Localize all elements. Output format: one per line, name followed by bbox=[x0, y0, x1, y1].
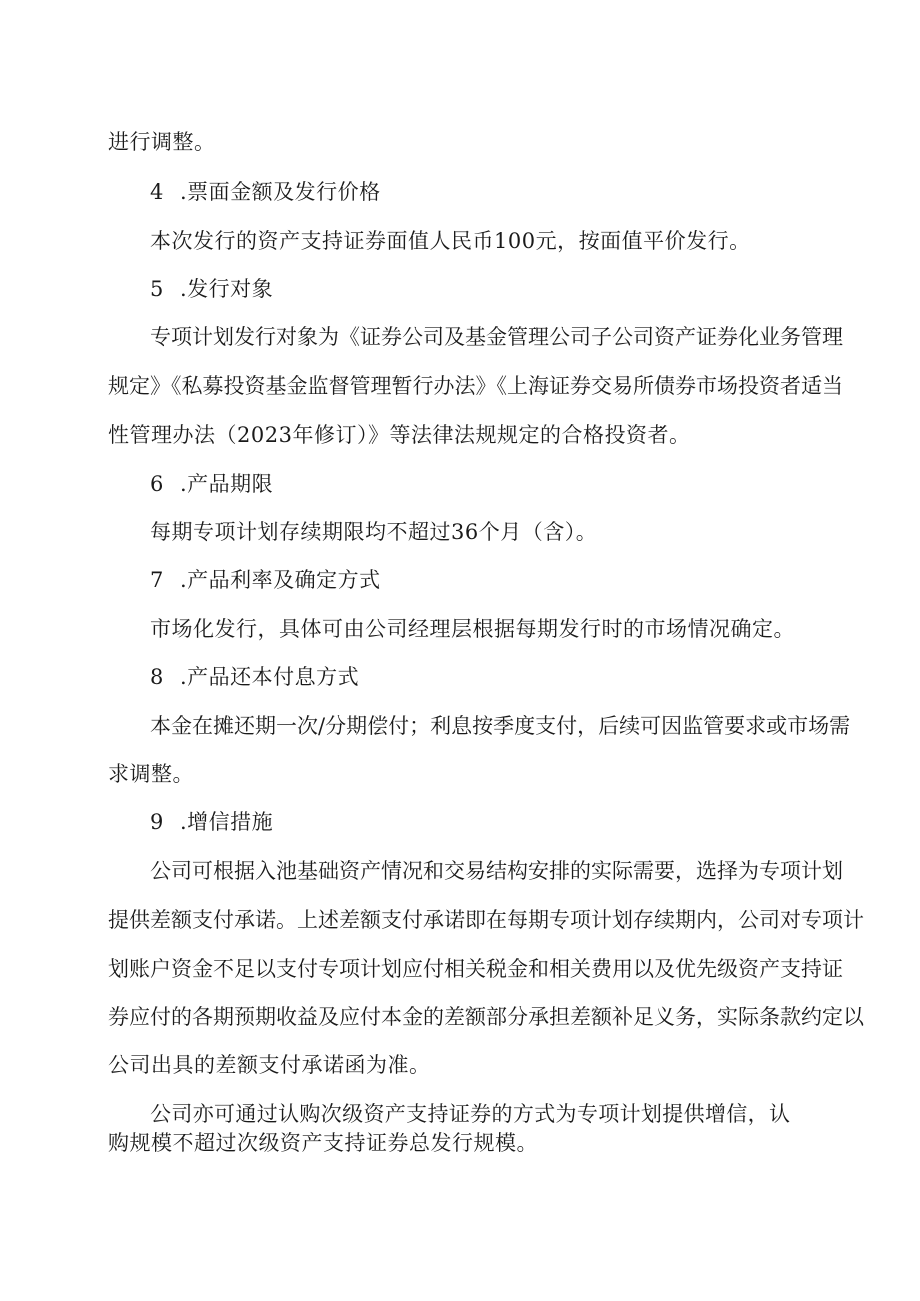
text-line: 市场化发行，具体可由公司经理层根据每期发行时的市场情况确定。 bbox=[150, 617, 795, 641]
text-line: 规定》《私募投资基金监督管理暂行办法》《上海证券交易所债券市场投资者适当 bbox=[108, 374, 843, 398]
section-heading-6 bbox=[150, 470, 870, 498]
section-heading-7 bbox=[150, 566, 870, 594]
text-line: 公司亦可通过认购次级资产支持证券的方式为专项计划提供增信，认 bbox=[150, 1102, 790, 1126]
text-line: 公司可根据入池基础资产情况和交易结构安排的实际需要，选择为专项计划 bbox=[150, 859, 843, 883]
section-title: .发行对象 bbox=[180, 277, 274, 301]
section-title: .产品利率及确定方式 bbox=[180, 568, 381, 592]
section-number: 5 bbox=[150, 277, 164, 301]
text-line: 本次发行的资产支持证券面值人民币100元，按面值平价发行。 bbox=[150, 229, 751, 253]
section-title: .产品期限 bbox=[180, 472, 274, 496]
text-line: 每期专项计划存续期限均不超过36个月（含）。 bbox=[150, 520, 598, 544]
text-line: 本金在摊还期一次/分期偿付；利息按季度支付，后续可因监管要求或市场需 bbox=[150, 714, 851, 738]
section-number: 9 bbox=[150, 810, 164, 834]
section-title: .产品还本付息方式 bbox=[180, 665, 360, 689]
text-line: 券应付的各期预期收益及应付本金的差额部分承担差额补足义务，实际条款约定以 bbox=[108, 1005, 864, 1029]
section-number: 6 bbox=[150, 472, 164, 496]
section-heading-5 bbox=[150, 275, 870, 303]
section-number: 8 bbox=[150, 665, 164, 689]
section-title: .增信措施 bbox=[180, 810, 274, 834]
text-line: 提供差额支付承诺。上述差额支付承诺即在每期专项计划存续期内，公司对专项计 bbox=[108, 908, 864, 932]
section-title: .票面金额及发行价格 bbox=[180, 180, 381, 204]
text-line: 购规模不超过次级资产支持证券总发行规模。 bbox=[108, 1131, 538, 1155]
text-line: 专项计划发行对象为《证券公司及基金管理公司子公司资产证券化业务管理 bbox=[150, 325, 843, 349]
section-number: 7 bbox=[150, 568, 164, 592]
text-line: 性管理办法（2023年修订）》等法律法规规定的合格投资者。 bbox=[108, 423, 691, 447]
text-line: 公司出具的差额支付承诺函为准。 bbox=[108, 1053, 431, 1077]
text-line: 划账户资金不足以支付专项计划应付相关税金和相关费用以及优先级资产支持证 bbox=[108, 957, 843, 981]
section-heading-9 bbox=[150, 808, 870, 836]
section-number: 4 bbox=[150, 180, 164, 204]
section-heading-8 bbox=[150, 663, 870, 691]
text-line: 求调整。 bbox=[108, 762, 194, 786]
section-heading-4 bbox=[150, 178, 870, 206]
text-line: 进行调整。 bbox=[108, 130, 216, 154]
